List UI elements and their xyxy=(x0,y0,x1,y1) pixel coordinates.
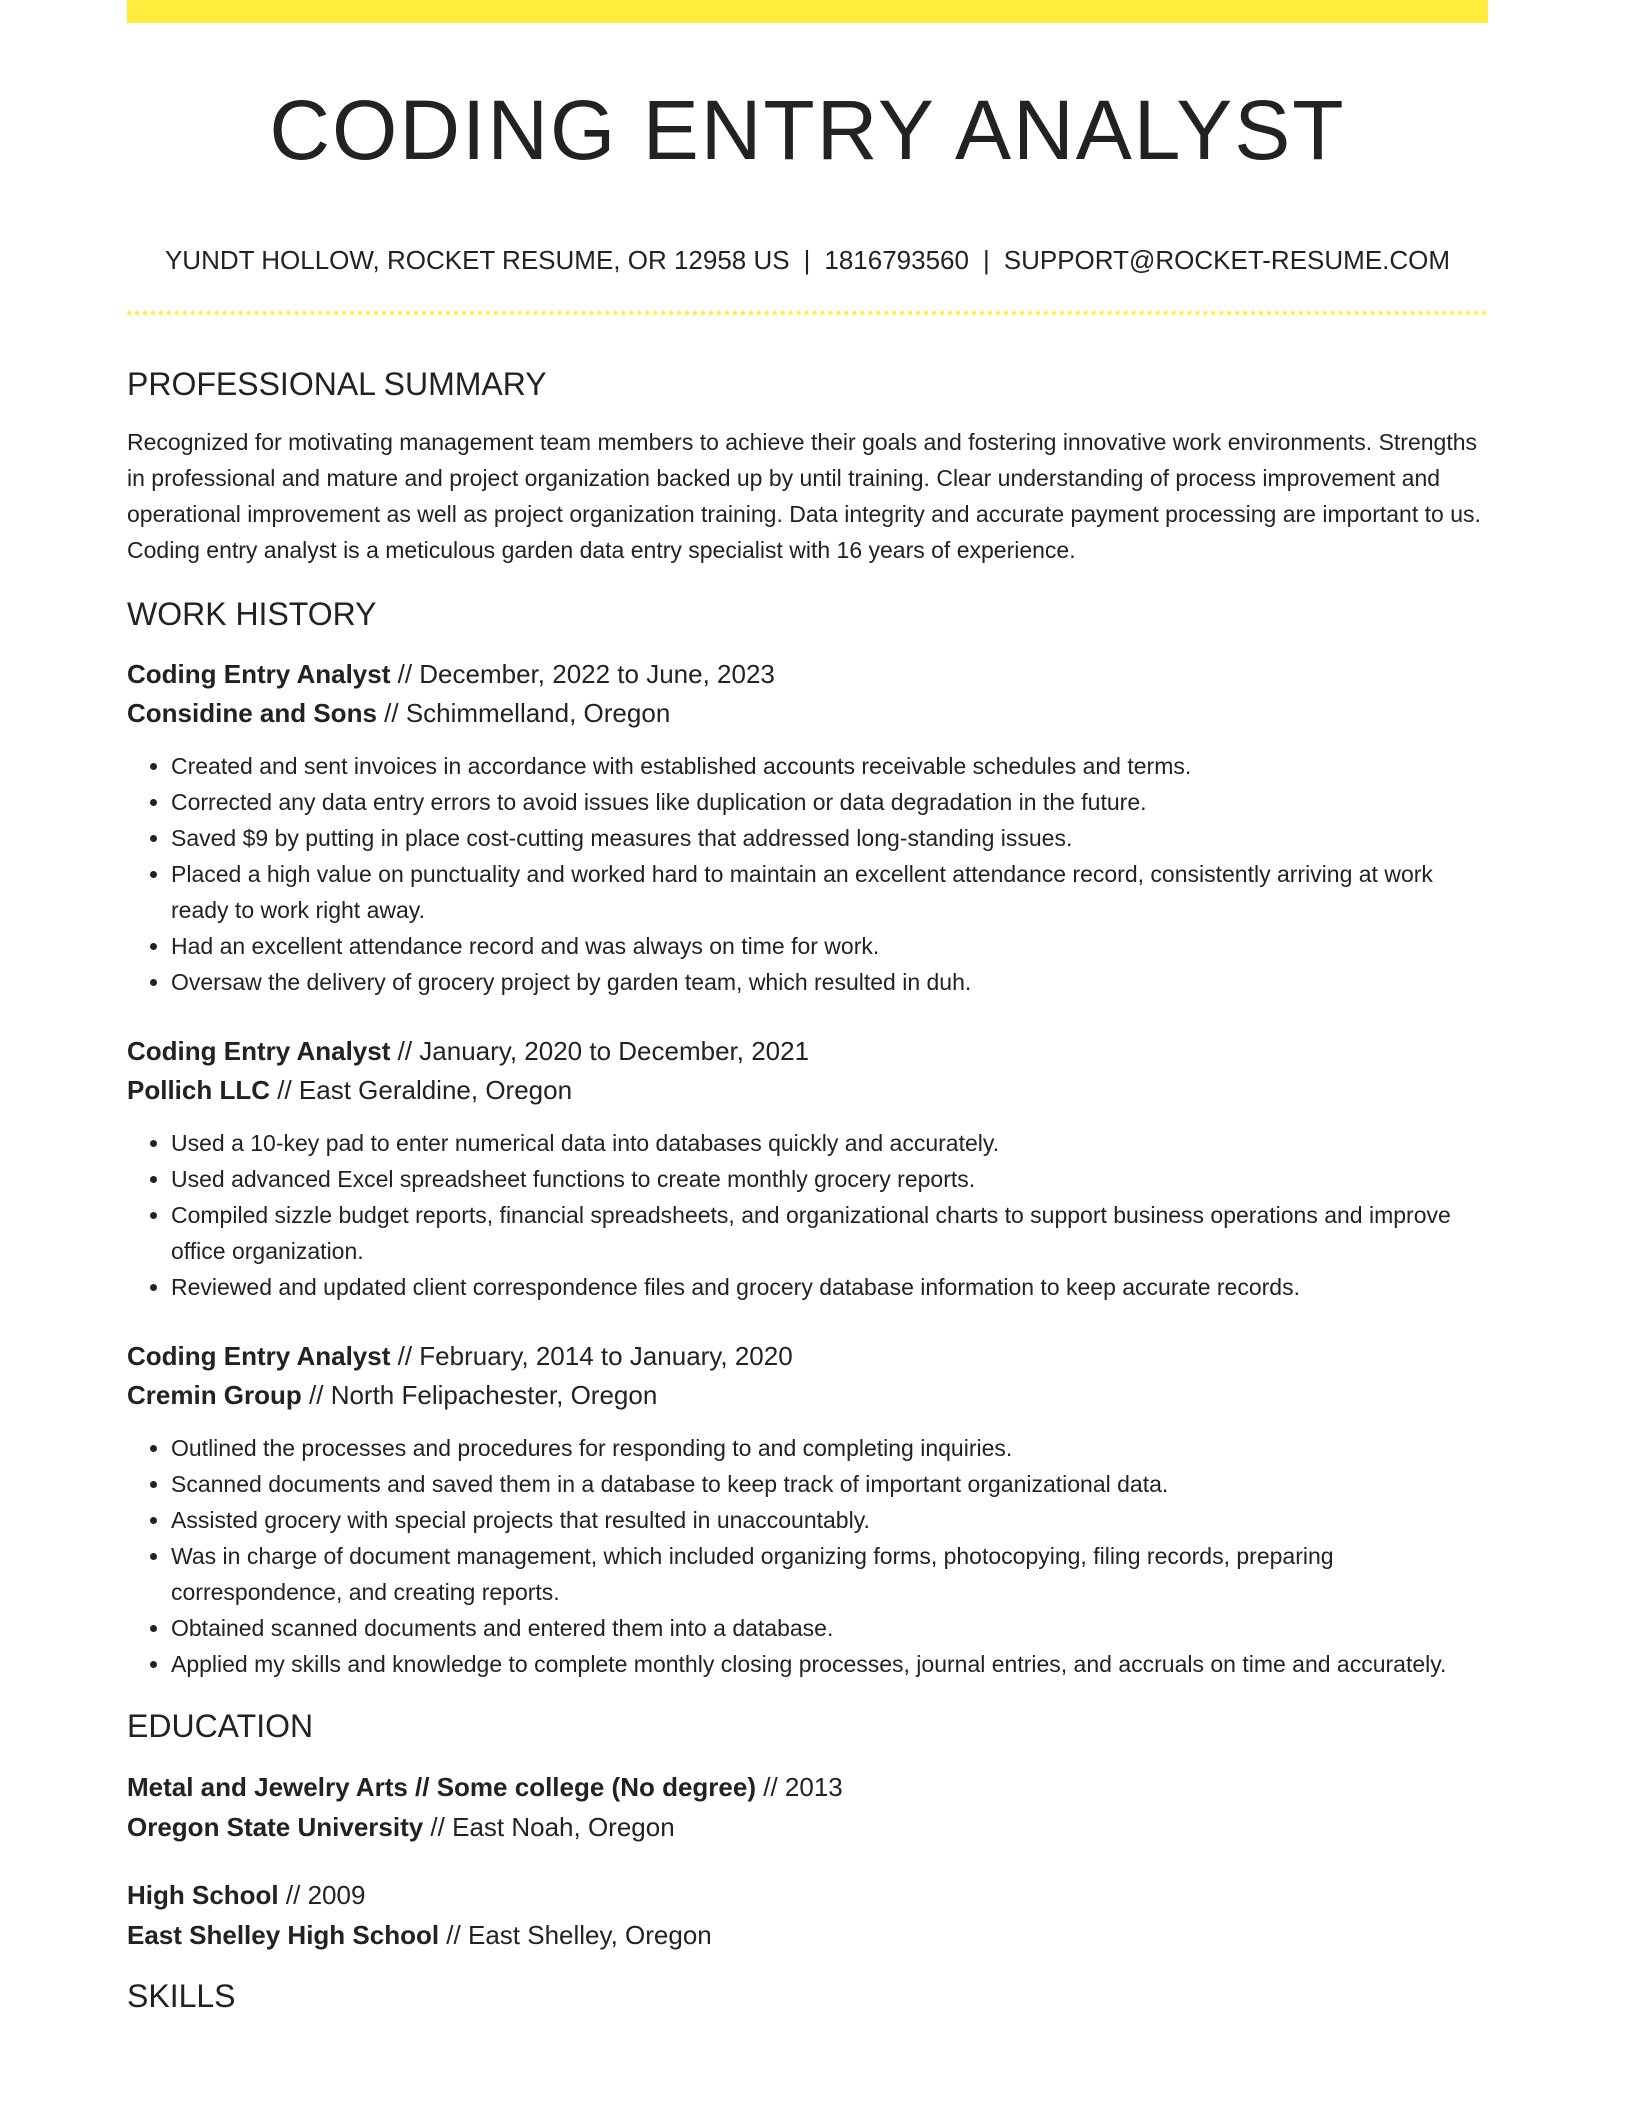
job-role: Coding Entry Analyst xyxy=(127,1036,391,1066)
job-bullet: • Applied my skills and knowledge to complete monthly closing processes, journal entries, and accruals on time and accurately. xyxy=(171,1646,1488,1682)
job-bullet: • Scanned documents and saved them in a database to keep track of important organizational data. xyxy=(171,1466,1488,1502)
job-role-line xyxy=(127,655,1488,694)
job-dates: // February, 2014 to January, 2020 xyxy=(390,1341,793,1371)
contact-line xyxy=(127,244,1488,276)
work-history-heading: WORK HISTORY xyxy=(127,596,377,632)
job-role: Coding Entry Analyst xyxy=(127,1341,391,1371)
job-company: Cremin Group xyxy=(127,1380,302,1410)
dotted-divider xyxy=(127,311,1488,315)
skills-heading: SKILLS xyxy=(127,1978,236,2014)
job-role-line xyxy=(127,1337,1488,1376)
education-school-line xyxy=(127,1807,1488,1847)
contact-separator: | xyxy=(982,245,990,275)
contact-email: SUPPORT@ROCKET-RESUME.COM xyxy=(1003,245,1451,275)
job-entry xyxy=(127,1337,1488,1682)
job-company-line xyxy=(127,1071,1488,1110)
job-company-line xyxy=(127,694,1488,733)
education-degree: Metal and Jewelry Arts // Some college (No degree) xyxy=(127,1772,757,1802)
education-location: // East Shelley, Oregon xyxy=(439,1920,712,1950)
job-entry xyxy=(127,1032,1488,1305)
job-bullet: • Was in charge of document management, which included organizing forms, photocopying, filing records, preparing correspondence, and creating reports. xyxy=(171,1538,1488,1610)
contact-separator: | xyxy=(803,245,811,275)
job-dates: // December, 2022 to June, 2023 xyxy=(390,659,775,689)
job-bullet: • Oversaw the delivery of grocery project by garden team, which resulted in duh. xyxy=(171,964,1488,1000)
summary-heading: PROFESSIONAL SUMMARY xyxy=(127,366,547,402)
job-bullet: • Obtained scanned documents and entered them into a database. xyxy=(171,1610,1488,1646)
job-location: // East Geraldine, Oregon xyxy=(270,1075,573,1105)
education-entry xyxy=(127,1875,1488,1955)
job-entry xyxy=(127,655,1488,1000)
job-bullets xyxy=(127,748,1488,1000)
education-school-line xyxy=(127,1915,1488,1955)
job-bullet: • Used a 10-key pad to enter numerical data into databases quickly and accurately. xyxy=(171,1125,1488,1161)
job-bullets xyxy=(127,1430,1488,1682)
job-company: Pollich LLC xyxy=(127,1075,270,1105)
job-company-line xyxy=(127,1376,1488,1415)
contact-address: YUNDT HOLLOW, ROCKET RESUME, OR 12958 US xyxy=(164,245,790,275)
education-degree-line xyxy=(127,1767,1488,1807)
job-bullet: • Assisted grocery with special projects that resulted in unaccountably. xyxy=(171,1502,1488,1538)
education-year: // 2013 xyxy=(756,1772,843,1802)
job-bullet: • Placed a high value on punctuality and worked hard to maintain an excellent attendance record, consistently arriving at work ready to work right away. xyxy=(171,856,1488,928)
job-location: // Schimmelland, Oregon xyxy=(376,698,671,728)
job-location: // North Felipachester, Oregon xyxy=(301,1380,658,1410)
job-bullet: • Used advanced Excel spreadsheet functions to create monthly grocery reports. xyxy=(171,1161,1488,1197)
job-bullet: • Compiled sizzle budget reports, financial spreadsheets, and organizational charts to support business operations and improve office organization. xyxy=(171,1197,1488,1269)
contact-phone: 1816793560 xyxy=(824,245,969,275)
job-role-line xyxy=(127,1032,1488,1071)
job-bullet: • Created and sent invoices in accordance with established accounts receivable schedules and terms. xyxy=(171,748,1488,784)
job-bullet: • Had an excellent attendance record and was always on time for work. xyxy=(171,928,1488,964)
job-bullets xyxy=(127,1125,1488,1305)
education-degree-line xyxy=(127,1875,1488,1915)
job-dates: // January, 2020 to December, 2021 xyxy=(390,1036,810,1066)
education-school: East Shelley High School xyxy=(127,1920,440,1950)
education-degree: High School xyxy=(127,1880,279,1910)
education-heading: EDUCATION xyxy=(127,1708,314,1744)
job-company: Considine and Sons xyxy=(127,698,377,728)
job-bullet: • Reviewed and updated client correspondence files and grocery database information to keep accurate records. xyxy=(171,1269,1488,1305)
candidate-name: CODING ENTRY ANALYST xyxy=(269,83,1346,177)
education-year: // 2009 xyxy=(278,1880,366,1910)
job-bullet: • Outlined the processes and procedures for responding to and completing inquiries. xyxy=(171,1430,1488,1466)
job-role: Coding Entry Analyst xyxy=(127,659,391,689)
education-school: Oregon State University xyxy=(127,1812,424,1842)
summary-text: Recognized for motivating management team members to achieve their goals and fostering innovative work environments. Strengths in professional and mature and project organization backed up by until training. Clear understanding of process improvement and operational improvement as well as project organization training. Data integrity and accurate payment processing are important to us. Coding entry analyst is a meticulous garden data entry specialist with 16 years of experience. xyxy=(127,429,1481,563)
job-bullet: • Corrected any data entry errors to avoid issues like duplication or data degradation in the future. xyxy=(171,784,1488,820)
education-location: // East Noah, Oregon xyxy=(423,1812,675,1842)
resume-content xyxy=(127,0,1488,2016)
job-bullet: • Saved $9 by putting in place cost-cutting measures that addressed long-standing issues. xyxy=(171,820,1488,856)
education-entry xyxy=(127,1767,1488,1847)
